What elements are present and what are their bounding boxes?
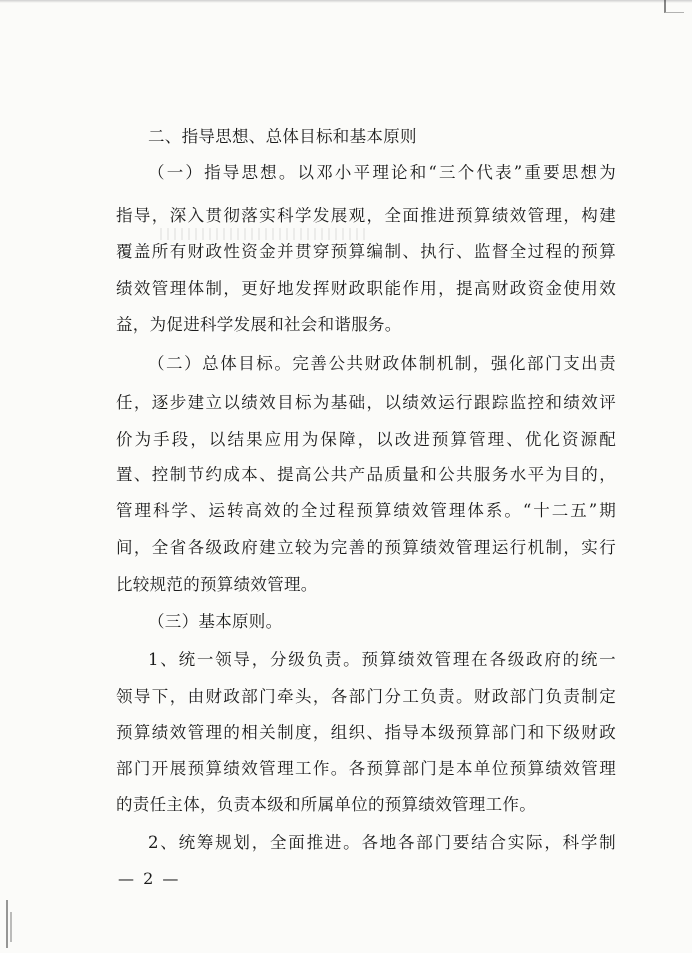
paragraph-line: 比较规范的预算绩效管理。 bbox=[116, 575, 318, 594]
page-number: — 2 — bbox=[118, 869, 181, 888]
paragraph-line: 预算绩效管理的相关制度，组织、指导本级预算部门和下级财政 bbox=[116, 723, 616, 742]
paragraph-line: 的责任主体，负责本级和所属单位的预算绩效管理工作。 bbox=[116, 795, 536, 814]
paragraph-line: 绩效管理体制，更好地发挥财政职能作用，提高财政资金使用效 bbox=[116, 279, 616, 298]
paragraph-line: 管理科学、运转高效的全过程预算绩效管理体系。“十二五”期 bbox=[116, 501, 616, 520]
scan-edge bbox=[0, 0, 692, 3]
binding-mark bbox=[10, 912, 12, 942]
subsection-heading: （三）基本原则。 bbox=[148, 612, 283, 631]
binding-mark bbox=[6, 900, 8, 948]
paragraph-line: 覆盖所有财政性资金并贯穿预算编制、执行、监督全过程的预算 bbox=[116, 242, 616, 261]
paragraph-line: 指导，深入贯彻落实科学发展观，全面推进预算绩效管理，构建 bbox=[116, 206, 616, 225]
paragraph-line: 2、统筹规划，全面推进。各地各部门要结合实际，科学制 bbox=[148, 833, 616, 852]
paragraph-line: 领导下，由财政部门牵头，各部门分工负责。财政部门负责制定 bbox=[116, 687, 616, 706]
scan-corner-mark bbox=[664, 0, 684, 13]
paragraph-line: 部门开展预算绩效管理工作。各预算部门是本单位预算绩效管理 bbox=[116, 759, 616, 778]
paragraph-line: 1、统一领导，分级负责。预算绩效管理在各级政府的统一 bbox=[148, 650, 616, 669]
paragraph-line: （二）总体目标。完善公共财政体制机制，强化部门支出责 bbox=[148, 354, 616, 373]
paragraph-line: 价为手段，以结果应用为保障，以改进预算管理、优化资源配 bbox=[116, 430, 616, 449]
paragraph-line: 置、控制节约成本、提高公共产品质量和公共服务水平为目的， bbox=[116, 465, 616, 484]
paragraph-line: （一）指导思想。以邓小平理论和“三个代表”重要思想为 bbox=[148, 163, 616, 182]
scan-smudge bbox=[160, 228, 370, 240]
paragraph-line: 益，为促进科学发展和社会和谐服务。 bbox=[116, 315, 402, 334]
paragraph-line: 间，全省各级政府建立较为完善的预算绩效管理运行机制，实行 bbox=[116, 538, 616, 557]
section-heading: 二、指导思想、总体目标和基本原则 bbox=[148, 127, 417, 146]
paragraph-line: 任，逐步建立以绩效目标为基础，以绩效运行跟踪监控和绩效评 bbox=[116, 393, 616, 412]
